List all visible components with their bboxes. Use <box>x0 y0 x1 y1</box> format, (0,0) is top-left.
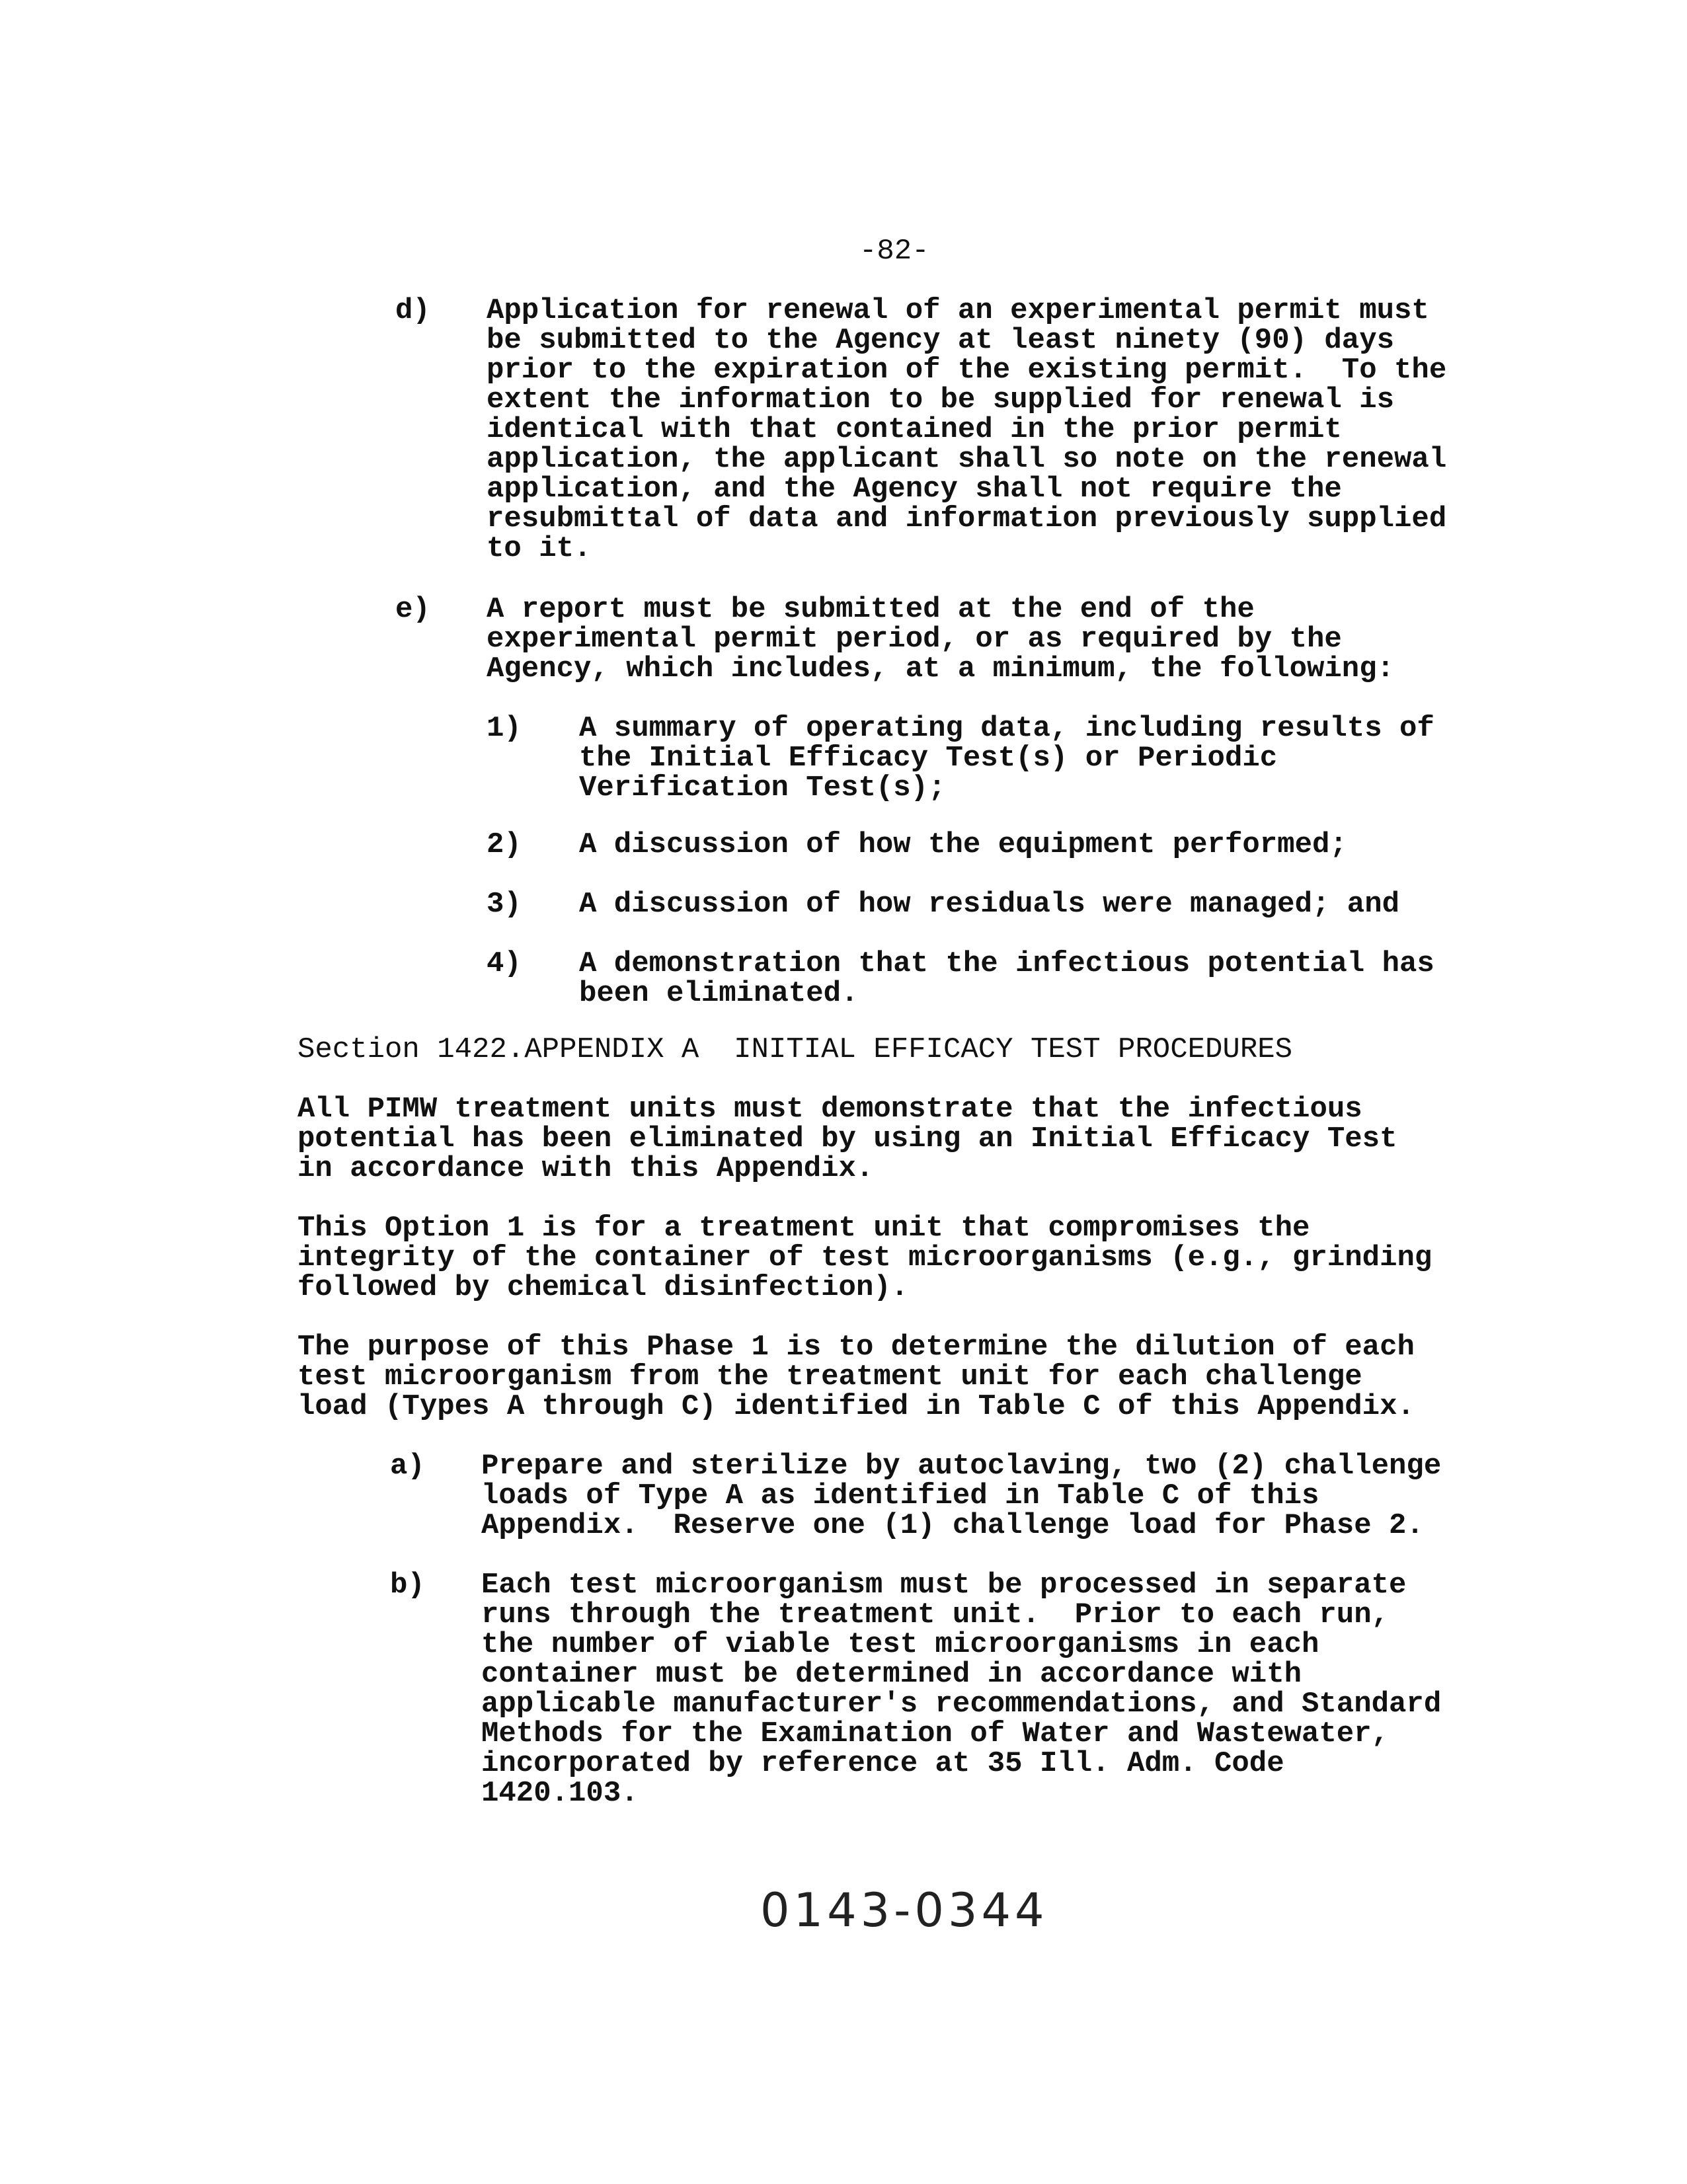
text-line: Appendix. Reserve one (1) challenge load for Phase 2. <box>481 1509 1424 1542</box>
text-line: load (Types A through C) identified in Table C of this Appendix. <box>297 1390 1415 1423</box>
list-item-b-text <box>481 1571 1441 1809</box>
section-heading: Section 1422.APPENDIX A INITIAL EFFICACY TEST PROCEDURES <box>297 1033 1293 1066</box>
document-number-stamp: 0143-0344 <box>760 1883 1048 1937</box>
text-line: integrity of the container of test microorganisms (e.g., grinding <box>297 1241 1432 1274</box>
text-line: Each test microorganism must be processed in separate <box>481 1569 1407 1602</box>
text-line: potential has been eliminated by using an Initial Efficacy Test <box>297 1122 1397 1155</box>
text-line: application, and the Agency shall not require the <box>487 473 1342 506</box>
text-line: A report must be submitted at the end of the <box>487 593 1255 626</box>
sublist-item-4-text <box>579 949 1434 1009</box>
text-line: prior to the expiration of the existing permit. To the <box>487 354 1447 387</box>
text-line: Agency, which includes, at a minimum, the following: <box>487 652 1395 685</box>
paragraph-2 <box>297 1214 1432 1303</box>
text-line: This Option 1 is for a treatment unit that compromises the <box>297 1212 1310 1245</box>
text-line: A discussion of how the equipment performed; <box>579 828 1347 861</box>
sublist-item-1-text <box>579 714 1434 803</box>
text-line: resubmittal of data and information previously supplied <box>487 502 1447 535</box>
paragraph-1 <box>297 1095 1397 1184</box>
list-marker-e: e) <box>395 593 430 626</box>
text-line: A summary of operating data, including results of <box>579 712 1434 745</box>
paragraph-3 <box>297 1333 1415 1422</box>
text-line: application, the applicant shall so note on the renewal <box>487 443 1447 476</box>
page-number: -82- <box>859 235 929 268</box>
text-line: Prepare and sterilize by autoclaving, two (2) challenge <box>481 1450 1442 1483</box>
text-line: 1420.103. <box>481 1777 639 1810</box>
text-line: test microorganism from the treatment unit for each challenge <box>297 1360 1362 1393</box>
list-item-a-text <box>481 1452 1441 1541</box>
text-line: Application for renewal of an experimental permit must <box>487 294 1429 327</box>
list-item-d-text <box>487 296 1446 564</box>
list-item-e-text <box>487 595 1394 684</box>
text-line: All PIMW treatment units must demonstrate that the infectious <box>297 1093 1362 1126</box>
sublist-item-3-text <box>579 890 1399 919</box>
text-line: in accordance with this Appendix. <box>297 1152 874 1185</box>
text-line: A discussion of how residuals were managed; and <box>579 888 1400 921</box>
text-line: the number of viable test microorganisms in each <box>481 1628 1319 1661</box>
text-line: Verification Test(s); <box>579 771 946 804</box>
sublist-marker-3: 3) <box>487 888 522 921</box>
text-line: container must be determined in accordance with <box>481 1658 1302 1691</box>
text-line: been eliminated. <box>579 977 859 1010</box>
list-marker-b: b) <box>390 1569 425 1602</box>
text-line: to it. <box>487 532 592 565</box>
list-marker-d: d) <box>395 294 430 327</box>
text-line: A demonstration that the infectious potential has <box>579 947 1434 980</box>
text-line: Methods for the Examination of Water and Wastewater, <box>481 1717 1390 1750</box>
text-line: the Initial Efficacy Test(s) or Periodic <box>579 742 1278 775</box>
text-line: be submitted to the Agency at least ninety (90) days <box>487 324 1395 357</box>
text-line: runs through the treatment unit. Prior to each run, <box>481 1598 1390 1631</box>
sublist-item-2-text <box>579 830 1347 860</box>
text-line: The purpose of this Phase 1 is to determine the dilution of each <box>297 1331 1415 1364</box>
text-line: applicable manufacturer's recommendations, and Standard <box>481 1688 1442 1721</box>
text-line: identical with that contained in the prior permit <box>487 413 1342 446</box>
text-line: experimental permit period, or as required by the <box>487 623 1342 656</box>
text-line: extent the information to be supplied for renewal is <box>487 383 1395 416</box>
text-line: followed by chemical disinfection). <box>297 1271 909 1304</box>
list-marker-a: a) <box>390 1450 425 1483</box>
text-line: loads of Type A as identified in Table C of this <box>481 1479 1319 1512</box>
sublist-marker-2: 2) <box>487 828 522 861</box>
sublist-marker-1: 1) <box>487 712 522 745</box>
text-line: incorporated by reference at 35 Ill. Adm. Code <box>481 1747 1284 1780</box>
sublist-marker-4: 4) <box>487 947 522 980</box>
